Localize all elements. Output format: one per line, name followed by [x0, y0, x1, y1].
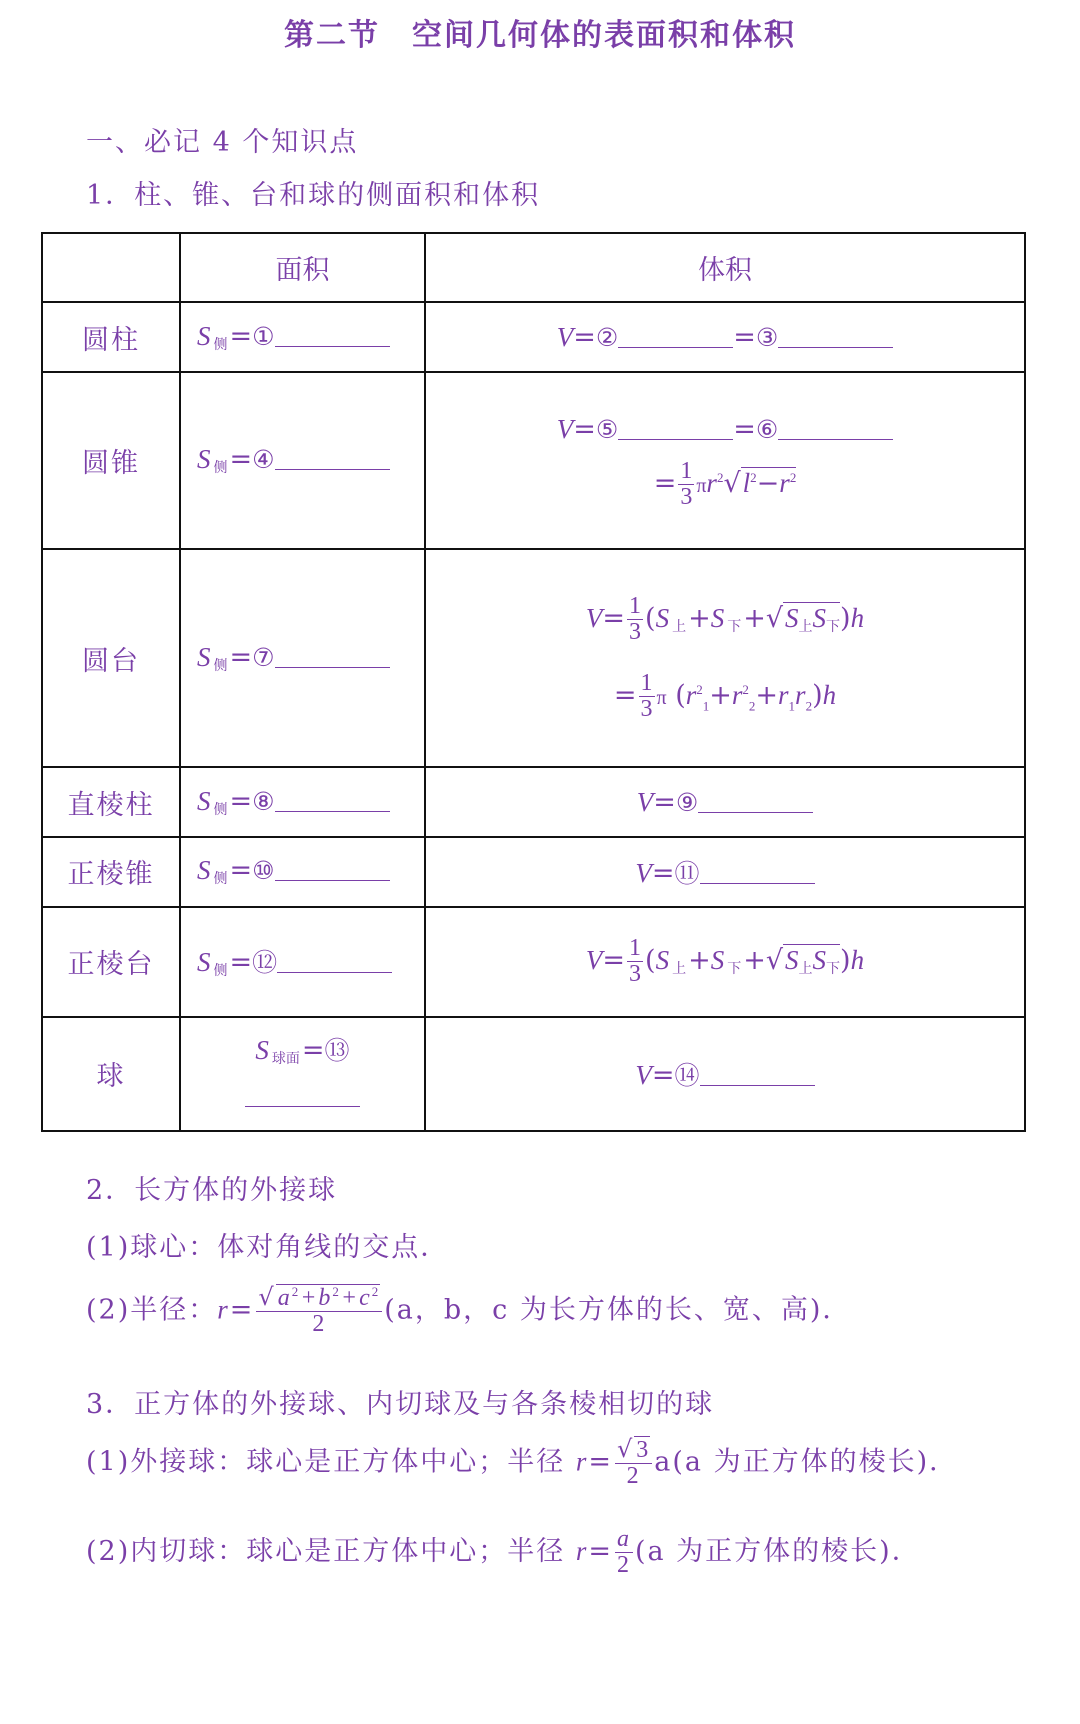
row-name: 直棱柱: [42, 767, 180, 836]
row-name: 圆柱: [42, 302, 180, 372]
answer-blank[interactable]: [245, 1086, 360, 1107]
answer-blank[interactable]: [700, 1065, 815, 1086]
point1-heading: 1．柱、锥、台和球的侧面积和体积: [86, 180, 541, 211]
table-row: [42, 549, 1025, 768]
point2-heading: 2．长方体的外接球: [86, 1175, 338, 1206]
table-row: [42, 372, 1025, 548]
area-cell: S $_侧$=⑫: [180, 907, 425, 1017]
table-row: [42, 767, 1025, 836]
volume-cell: V=⑨: [425, 767, 1025, 836]
page-title: 第二节 空间几何体的表面积和体积: [284, 18, 796, 53]
answer-blank[interactable]: [778, 327, 893, 348]
point3-item1: (1)外接球：球心是正方体中心；半径 r= $\frac{√3}{2}$ a(a 为正方体的棱长)．: [86, 1435, 959, 1490]
area-cell: S $_侧$=⑩: [180, 837, 425, 907]
section-heading: 一、必记 4 个知识点: [86, 127, 359, 158]
answer-blank[interactable]: [277, 952, 392, 973]
volume-cell: V=⑭: [425, 1017, 1025, 1131]
header-volume: 体积: [425, 233, 1025, 302]
table-row: [42, 907, 1025, 1017]
volume-cell: [425, 549, 1025, 768]
sqrt-sign: √: [616, 1435, 635, 1463]
header-blank-cell: [42, 233, 180, 302]
formula-table: [41, 232, 1026, 1132]
volume-cell: V=② =③: [425, 302, 1025, 372]
answer-blank[interactable]: [698, 792, 813, 813]
volume-cell: V=⑤ =⑥ = $\frac{1}{3}$ $\pi r^2√l^2-r^2$: [425, 372, 1025, 548]
row-name: 球: [42, 1017, 180, 1131]
answer-blank[interactable]: [778, 419, 893, 440]
frustum-volume-formula-2: = $\frac{1}{3}$ π $(r^2_1+r^2_2+r_1r_2)h$: [613, 670, 837, 723]
answer-blank[interactable]: [275, 791, 390, 812]
sqrt-sign: √: [258, 1283, 276, 1311]
row-name: 圆台: [42, 549, 180, 768]
sqrt-sign: √: [765, 602, 784, 634]
answer-blank[interactable]: [618, 419, 733, 440]
area-cell: S $_{球面}$=⑬: [180, 1017, 425, 1131]
table-row: [42, 1017, 1025, 1131]
row-name: 正棱台: [42, 907, 180, 1017]
answer-blank[interactable]: [275, 860, 390, 881]
answer-blank[interactable]: [275, 647, 390, 668]
answer-blank[interactable]: [275, 326, 390, 347]
a-over-2: $\frac{a}{2}$: [616, 1526, 631, 1579]
answer-blank[interactable]: [275, 449, 390, 470]
area-cell: S $_侧$=①: [180, 302, 425, 372]
point2-item2: (2)半径：r= $\frac{√a^2+b^2+c^2}{2}$ (a，b，c 为长方体的长、宽、高)．: [86, 1283, 852, 1338]
answer-blank[interactable]: [618, 327, 733, 348]
table-row: [42, 837, 1025, 907]
row-name: 正棱锥: [42, 837, 180, 907]
point2-item1: (1)球心：体对角线的交点．: [86, 1232, 450, 1263]
area-cell: S $_侧$=⑦: [180, 549, 425, 768]
frustum-volume-formula-1: V= $\frac{1}{3}$ (S $_上$+S $_下+√S_上S_下)h$: [585, 592, 865, 645]
header-area: 面积: [180, 233, 425, 302]
area-cell: S $_侧$=⑧: [180, 767, 425, 836]
volume-cell: V=⑪: [425, 837, 1025, 907]
point3-item2: (2)内切球：球心是正方体中心；半径 r= $\frac{a}{2}$ (a 为正方体的棱长)．: [86, 1526, 921, 1579]
area-cell: S $_侧$=④: [180, 372, 425, 548]
table-row: [42, 302, 1025, 372]
answer-blank[interactable]: [700, 863, 815, 884]
volume-cell: V= $\frac{1}{3}$ (S $_上$+S $_下+√S_上S_下)h$: [425, 907, 1025, 1017]
row-name: 圆锥: [42, 372, 180, 548]
sqrt3-over-2: $\frac{√3}{2}$: [616, 1435, 651, 1490]
sqrt-sign: √: [765, 945, 784, 977]
sqrt-sign: √: [723, 467, 741, 499]
radius-fraction: $\frac{√a^2+b^2+c^2}{2}$: [258, 1283, 381, 1338]
point3-heading: 3．正方体的外接球、内切球及与各条棱相切的球: [86, 1389, 715, 1420]
table-header-row: [42, 233, 1025, 302]
cone-volume-formula: = $\frac{1}{3}$ $\pi r^2√l^2-r^2$: [653, 457, 797, 510]
